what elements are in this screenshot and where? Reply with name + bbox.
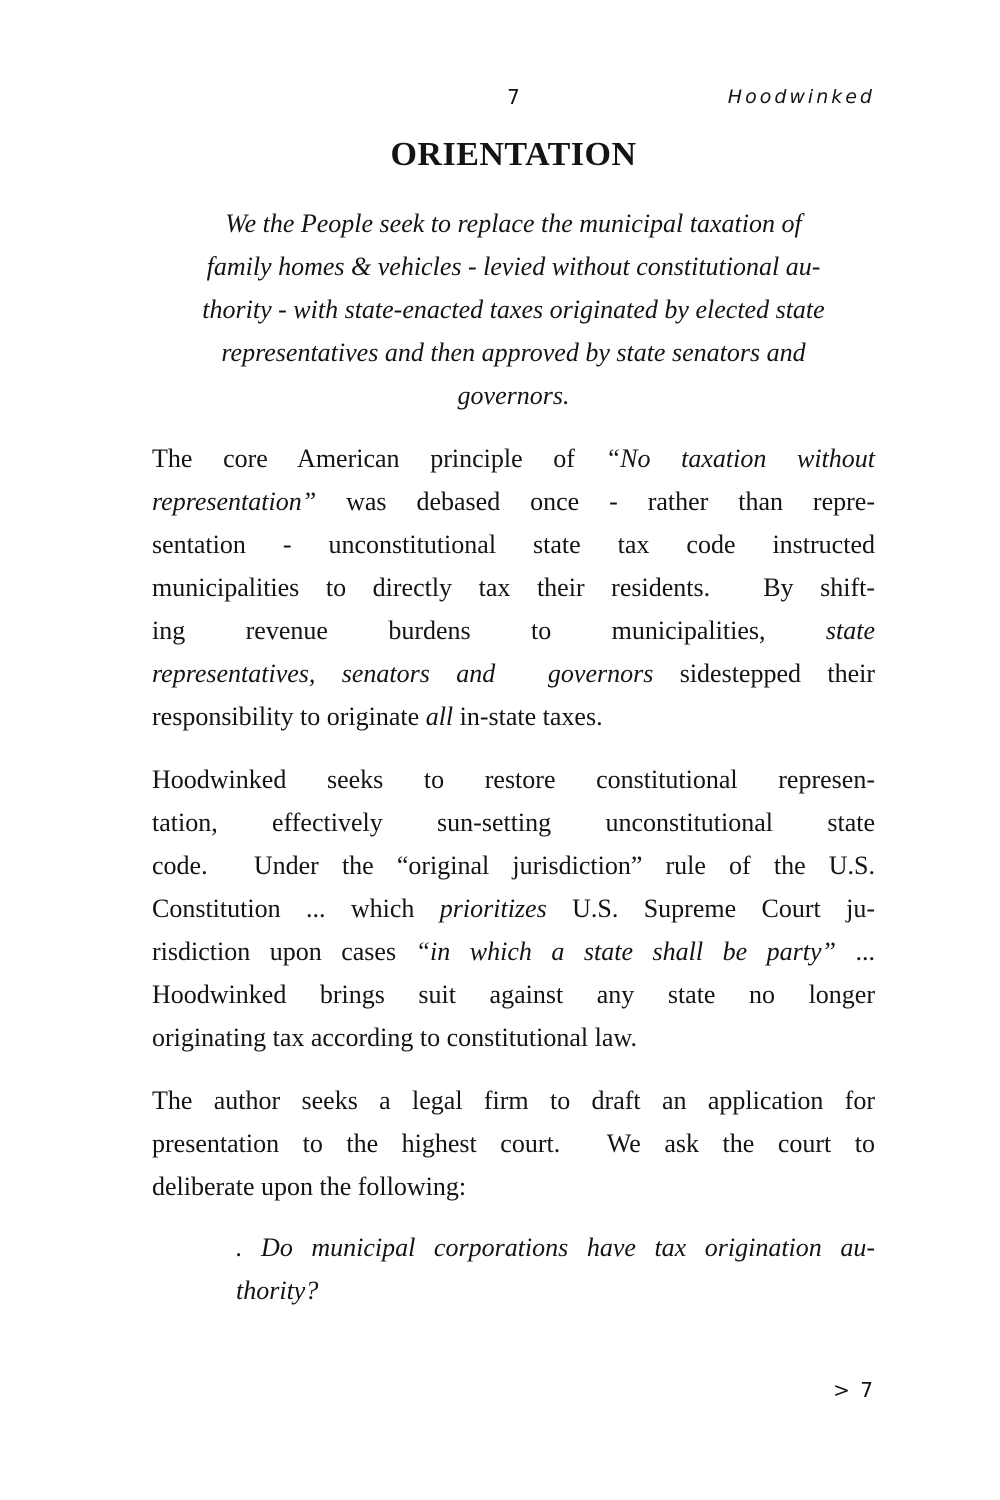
- text-run: presentation to the highest court. We ask the court to: [152, 1129, 875, 1158]
- text-run: thority - with state-enacted taxes originated by elected state: [202, 295, 825, 324]
- italic-text-run: “No taxation without: [605, 444, 876, 473]
- text-line: [152, 288, 875, 331]
- italic-text-run: state: [825, 616, 875, 645]
- text-run: risdiction upon cases: [152, 937, 416, 966]
- text-line: [152, 1165, 875, 1208]
- text-run: We the People seek to replace the municipal taxation of: [225, 209, 802, 238]
- italic-text-run: “in which a state shall be party”: [415, 937, 836, 966]
- text-run: originating tax according to constitutional law.: [152, 1023, 637, 1052]
- text-line: [152, 1122, 875, 1165]
- text-run: sentation - unconstitutional state tax code instructed: [152, 530, 875, 559]
- text-run: tation, effectively sun-setting unconstitutional state: [152, 808, 875, 837]
- footer-page-marker: > 7: [833, 1378, 875, 1402]
- text-line: [152, 437, 875, 480]
- text-line: [236, 1226, 875, 1269]
- section-title: ORIENTATION: [390, 136, 637, 173]
- text-line: [152, 652, 875, 695]
- page-header: [152, 84, 875, 110]
- italic-text-run: prioritizes: [439, 894, 547, 923]
- text-line: [152, 1079, 875, 1122]
- text-run: family homes & vehicles - levied without constitutional au-: [206, 252, 821, 281]
- text-run: was debased once - rather than repre-: [316, 487, 875, 516]
- text-run: responsibility to originate: [152, 702, 426, 731]
- text-line: [152, 801, 875, 844]
- text-line: [152, 758, 875, 801]
- mission-statement-paragraph: [152, 202, 875, 417]
- italic-text-run: representatives, senators and governors: [152, 659, 654, 688]
- text-run: municipalities to directly tax their residents. By shift-: [152, 573, 875, 602]
- paragraph-core-principle: [152, 437, 875, 738]
- text-line: [152, 523, 875, 566]
- text-run: representatives and then approved by state senators and: [221, 338, 806, 367]
- italic-text-run: representation”: [152, 487, 317, 516]
- text-run: Constitution ... which: [152, 894, 440, 923]
- paragraph-author-seeks-legal-firm: [152, 1079, 875, 1208]
- text-column: [152, 0, 875, 1312]
- page-footer: [833, 1378, 875, 1402]
- text-line: [152, 1016, 875, 1059]
- italic-text-run: all: [425, 702, 454, 731]
- text-line: [152, 480, 875, 523]
- text-line: [152, 202, 875, 245]
- text-line: [152, 973, 875, 1016]
- text-line: [152, 374, 875, 417]
- text-run: thority?: [236, 1276, 319, 1305]
- text-line: [152, 245, 875, 288]
- text-run: ...: [835, 937, 875, 966]
- court-question-item: [236, 1226, 875, 1312]
- text-run: in-state taxes.: [453, 702, 603, 731]
- text-line: [152, 887, 875, 930]
- text-run: U.S. Supreme Court ju-: [546, 894, 876, 923]
- text-run: code. Under the “original jurisdiction” rule of the U.S.: [152, 851, 875, 880]
- running-title: Hoodwinked: [727, 86, 875, 108]
- text-run: Hoodwinked brings suit against any state no longer: [152, 980, 875, 1009]
- text-run: ing revenue burdens to municipalities,: [152, 616, 826, 645]
- text-line: [236, 1269, 875, 1312]
- text-line: [152, 930, 875, 973]
- text-line: [152, 609, 875, 652]
- text-line: [152, 566, 875, 609]
- text-line: [152, 331, 875, 374]
- text-run: deliberate upon the following:: [152, 1172, 467, 1201]
- header-page-number: 7: [507, 85, 520, 109]
- text-run: sidestepped their: [653, 659, 876, 688]
- paragraph-restore-representation: [152, 758, 875, 1059]
- text-run: Hoodwinked seeks to restore constitutional represen-: [152, 765, 875, 794]
- text-run: . Do municipal corporations have tax origination au-: [236, 1233, 875, 1262]
- text-run: The author seeks a legal firm to draft an application for: [152, 1086, 875, 1115]
- text-run: The core American principle of: [152, 444, 606, 473]
- text-run: governors.: [457, 381, 570, 410]
- text-line: [152, 695, 875, 738]
- text-line: [152, 844, 875, 887]
